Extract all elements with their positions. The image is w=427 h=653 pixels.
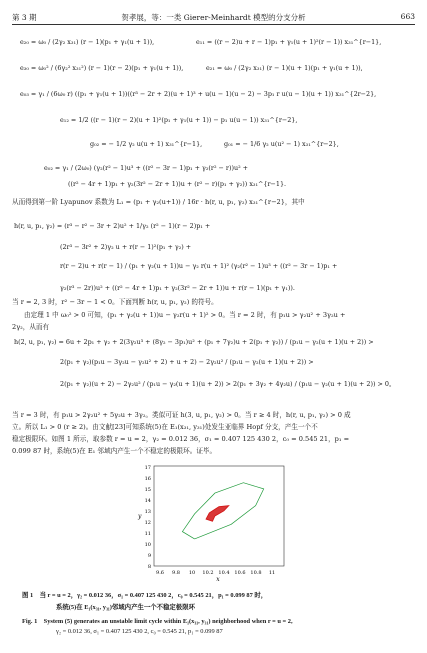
equation-e30: e₃₀ = ω₀² / (6γ₂² x₃₁²) (r − 1)(r − 2)(p₁ + γ₁(u + 1)), xyxy=(20,64,184,72)
equation-e03: e₀₃ = γ₁ / (6ω₀ r) ((p₁ + γ₁(u + 1))((r³ − 2r + 2)(u + 1)³ + u(u − 1)(u − 2) − 3p₁ r u(u − 1)(u + 1)) x₃₁^{2r−2}, xyxy=(20,90,377,98)
text-line: 从而得到第一阶 Lyapunov 系数为 L₁ = (p₁ + γ₂(u+1)) / 16r · h(r, u, p₁, γ₂) x₃₁^{r−2}，其中 xyxy=(12,198,305,206)
equation-e20: e₂₀ = ω₀ / (2γ₂ x₃₁) (r − 1)(p₁ + γ₁(u + 1)), xyxy=(20,38,155,46)
plot-frame xyxy=(154,466,284,566)
x-tick-label: 10.4 xyxy=(218,570,230,576)
caption-en-line1: Fig. 1 System (5) generates an unstable limit cycle within E₁(x₃₁, y₃₁) neighborhood when r = u = 2, xyxy=(22,618,293,625)
y-tick-label: 17 xyxy=(144,465,151,471)
y-tick-label: 15 xyxy=(144,487,151,493)
caption-cn-line1: 图 1 当 r = u = 2，γ₂ = 0.012 36，σ₁ = 0.407 125 430 2，c₀ = 0.545 21，p₁ = 0.099 87 时， xyxy=(22,592,268,599)
text-line: 稳定极限环。如图 1 所示，取参数 r = u = 2，γ₂ = 0.012 36，σ₁ = 0.407 125 430 2，c₀ = 0.545 21，p₁ = xyxy=(12,435,350,443)
limit-cycle-orbits xyxy=(182,483,263,539)
text-line: r(r − 2)u + r(r − 1) / (p₁ + γ₂(u + 1))u − γ₂ r(u + 1)² (γ₂(r² − 1)u³ + ((r² − 3r − 1)p₁ + xyxy=(60,262,338,270)
phase-portrait-figure xyxy=(132,462,292,582)
equation-g01: g₀₁ = − 1/6 γ₂ u(u² − 1) x₃₁^{r−2}, xyxy=(224,140,339,148)
page-header xyxy=(12,10,415,25)
text-line: 当 r = 3 时，有 p₁u > 2γ₂u² + 5γ₂u + 3γ₂。类似可证 h(3, u, p₁, γ₂) > 0。当 r ≥ 4 时，h(r, u, p₁, γ₂) > 0 成 xyxy=(12,411,351,419)
text-line: h(r, u, p₁, γ₂) = (r³ − r² − 3r + 2)u² + 1/γ₂ (r² − 1)(r − 2)p₁ + xyxy=(14,222,211,230)
x-tick-label: 11 xyxy=(268,570,276,576)
x-tick-label: 10.2 xyxy=(202,570,214,576)
text-line: 当 r = 2, 3 时，r² − 3r − 1 < 0。下面判断 h(r, u, p₁, γ₂) 的符号。 xyxy=(12,298,218,306)
text-line: γ₂(r³ − 2r))u² + ((r² − 4r + 1)p₁ + γ₂(3r² − 2r + 1))u + r(r − 1)(p₁ + γ₁)). xyxy=(60,284,295,292)
running-title: 贺孝展，等：一类 Gierer-Meinhardt 模型的分支分析 xyxy=(121,13,306,22)
equation-e02-line1: e₀₂ = γ₁ / (2ω₀) (γ₂(r² − 1)u³ + ((r² − 3r − 1)p₁ + γ₂(r² − r))u² + xyxy=(44,164,249,172)
text-line: h(2, u, p₁, γ₂) = 6u + 2p₁ + γ₂ + 2(3γ₂u³ + (8γ₂ − 3p₁)u² + (p₁ + 7γ₂)u + 2(p₁ + γ₂)) / (p₁u − γ₂(u + 1)(u + 2)) > xyxy=(14,338,374,346)
caption-cn-line2: 系统(5)在 E₁(x₃₁, y₃₁)邻域内产生一个不稳定极限环 xyxy=(56,604,195,611)
y-axis-ticks xyxy=(145,465,151,570)
caption-en-line2: γ₂ = 0.012 36, σ₁ = 0.407 125 430 2, c₀ = 0.545 21, p₁ = 0.099 87 xyxy=(56,628,223,635)
x-tick-label: 9.6 xyxy=(156,570,164,576)
issue-number: 第 3 期 xyxy=(12,13,37,22)
text-line: 由定理 1 中 ω₀² > 0 可知，(p₁ + γ₂(u + 1))u − γ₂r(u + 1)² > 0。当 r = 2 时，有 p₁u > γ₂u² + 3γ₂u + xyxy=(24,311,346,319)
x-tick-label: 10 xyxy=(188,570,196,576)
x-tick-label: 10.8 xyxy=(250,570,262,576)
y-tick-label: 12 xyxy=(144,520,151,526)
text-line: 2(p₁ + γ₂)(p₁u − 3γ₂u − γ₂u² + 2) + u + 2) − 2γ₂u² / (p₁u − γ₂(u + 1)(u + 2)) > xyxy=(60,358,314,366)
page-number: 663 xyxy=(400,12,415,21)
y-tick-label: 14 xyxy=(144,498,151,504)
text-line: 2γ₂，从而有 xyxy=(12,323,50,331)
x-tick-label: 10.6 xyxy=(234,570,246,576)
y-tick-label: 11 xyxy=(144,531,151,537)
y-tick-label: 9 xyxy=(147,553,151,559)
text-line: 立。所以 L₁ > 0 (r ≥ 2)。由文献[23]可知系统(5)在 E₁(x₃₁, y₃₁)处发生亚临界 Hopf 分支，产生一个不 xyxy=(12,423,318,431)
text-line: 2(p₁ + γ₂)(u + 2) − 2γ₂u² / (p₁u − γ₂(u + 1)(u + 2)) > 2(p₁ + 3γ₂ + 4γ₂u) / (p₁u − γ₂(u + 1)(u + 2)) > 0。 xyxy=(60,380,396,388)
equation-g02: g₀₂ = − 1/2 γ₂ u(u + 1) x₃₁^{r−1}, xyxy=(90,140,203,148)
equation-e21: e₂₁ = ω₀ / (2γ₂ x₃₁) (r − 1)(u + 1)(p₁ + γ₁(u + 1)), xyxy=(206,64,363,72)
equation-e12: e₁₂ = 1/2 ((r − 1)(r − 2)(u + 1)²(p₁ + γ₁(u + 1)) − p₁ u(u − 1)) x₃₁^{r−2}, xyxy=(60,116,298,124)
x-axis-title: x xyxy=(216,576,220,582)
equation-e11: e₁₁ = ((r − 2)u + r − 1)p₁ + γ₁(u + 1)²(r − 1)) x₃₁^{r−1}, xyxy=(196,38,382,46)
y-tick-label: 16 xyxy=(144,476,151,482)
equation-e02-line2: ((r² − 4r + 1)p₁ + γ₂(3r² − 2r + 1))u + (r² − r)(p₁ + γ₂)) x₃₁^{r−1}. xyxy=(68,180,287,188)
text-line: 0.099 87 时，系统(5)在 E₁ 邻域内产生一个不稳定的极限环。证毕。 xyxy=(12,447,217,455)
text-line: (2r³ − 3r² + 2)γ₂ u + r(r − 1)²(p₁ + γ₂) + xyxy=(60,243,192,251)
y-axis-title: y xyxy=(138,513,142,520)
x-tick-label: 9.8 xyxy=(172,570,180,576)
y-tick-label: 8 xyxy=(147,564,151,570)
inner-orbit xyxy=(206,506,229,522)
y-tick-label: 10 xyxy=(144,542,151,548)
y-tick-label: 13 xyxy=(144,509,151,515)
